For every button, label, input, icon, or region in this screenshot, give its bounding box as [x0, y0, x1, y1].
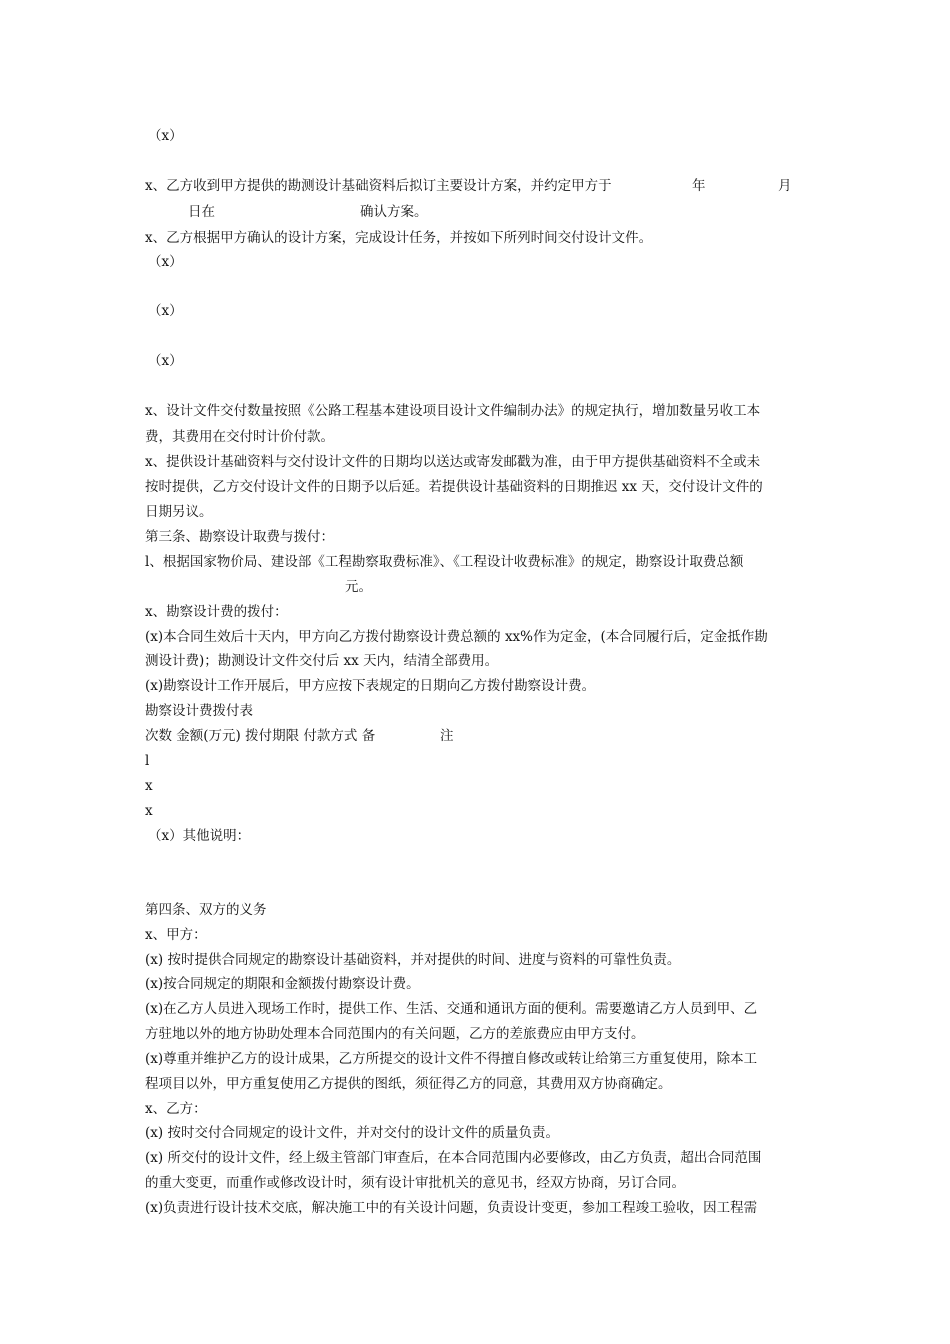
paragraph-line: x、乙方： — [145, 1101, 207, 1117]
item-marker: （x） — [148, 353, 183, 369]
paragraph-line: （x）其他说明： — [148, 828, 251, 844]
paragraph-line: 方驻地以外的地方协助处理本合同范围内的有关问题，乙方的差旅费应由甲方支付。 — [145, 1026, 645, 1042]
table-row: x — [145, 778, 153, 794]
paragraph-line: 费，其费用在交付时计价付款。 — [145, 429, 334, 445]
paragraph-line: l、根据国家物价局、建设部《工程勘察取费标准》、《工程设计收费标准》的规定，勘察设计取费总额 — [145, 554, 744, 570]
paragraph-line: (x)尊重并维护乙方的设计成果，乙方所提交的设计文件不得擅自修改或转让给第三方重复使用，除本工 — [145, 1051, 758, 1067]
paragraph-line: 日期另议。 — [145, 504, 213, 520]
paragraph-line: 的重大变更，而重作或修改设计时，须有设计审批机关的意见书，经双方协商，另订合同。 — [145, 1175, 685, 1191]
paragraph-line: (x)在乙方人员进入现场工作时，提供工作、生活、交通和通讯方面的便利。需要邀请乙方人员到甲、乙 — [145, 1001, 758, 1017]
paragraph-line: x、甲方： — [145, 927, 207, 943]
paragraph-line: (x)勘察设计工作开展后，甲方应按下表规定的日期向乙方拨付勘察设计费。 — [145, 678, 596, 694]
paragraph-line: (x) 按时交付合同规定的设计文件，并对交付的设计文件的质量负责。 — [145, 1125, 559, 1141]
paragraph-line: 程项目以外，甲方重复使用乙方提供的图纸，须征得乙方的同意，其费用双方协商确定。 — [145, 1076, 672, 1092]
table-header: 次数 金额(万元) 拨付期限 付款方式 备 — [145, 728, 376, 744]
table-title: 勘察设计费拨付表 — [145, 703, 253, 719]
paragraph-line: (x)负责进行设计技术交底，解决施工中的有关设计问题，负责设计变更，参加工程竣工验收，因工程需 — [145, 1200, 758, 1216]
section-heading: 第四条、双方的义务 — [145, 902, 267, 918]
item-marker: （x） — [148, 303, 183, 319]
paragraph-line: x、乙方收到甲方提供的勘测设计基础资料后拟订主要设计方案，并约定甲方于 — [145, 178, 612, 194]
paragraph-line: 确认方案。 — [360, 204, 428, 220]
paragraph-line: (x) 所交付的设计文件，经上级主管部门审查后，在本合同范围内必要修改，由乙方负责，超出合同范围 — [145, 1150, 762, 1166]
table-header: 注 — [440, 728, 454, 744]
paragraph-line: 按时提供，乙方交付设计文件的日期予以后延。若提供设计基础资料的日期推迟 xx 天，交付设计文件的 — [145, 479, 763, 495]
item-marker: （x） — [148, 128, 183, 144]
paragraph-line: (x)按合同规定的期限和金额拨付勘察设计费。 — [145, 976, 420, 992]
paragraph-line: (x) 按时提供合同规定的勘察设计基础资料，并对提供的时间、进度与资料的可靠性负责。 — [145, 952, 681, 968]
item-marker: （x） — [148, 254, 183, 270]
table-row: x — [145, 803, 153, 819]
blank-month-label: 月 — [778, 178, 792, 194]
paragraph-line: (x)本合同生效后十天内，甲方向乙方拨付勘察设计费总额的 xx%作为定金，(本合同履行后，定金抵作勘 — [145, 629, 768, 645]
table-row: l — [145, 753, 150, 769]
section-heading: 第三条、勘察设计取费与拨付： — [145, 529, 334, 545]
paragraph-line: x、勘察设计费的拨付： — [145, 604, 288, 620]
paragraph-line: 测设计费)；勘测设计文件交付后 xx 天内，结清全部费用。 — [145, 653, 499, 669]
paragraph-line: x、乙方根据甲方确认的设计方案，完成设计任务，并按如下所列时间交付设计文件。 — [145, 230, 653, 246]
paragraph-line: 元。 — [345, 579, 372, 595]
paragraph-line: x、设计文件交付数量按照《公路工程基本建设项目设计文件编制办法》的规定执行，增加数量另收工本 — [145, 403, 761, 419]
blank-day-label: 日在 — [188, 204, 215, 220]
blank-year-label: 年 — [692, 178, 706, 194]
paragraph-line: x、提供设计基础资料与交付设计文件的日期均以送达或寄发邮戳为准，由于甲方提供基础资料不全或未 — [145, 454, 761, 470]
